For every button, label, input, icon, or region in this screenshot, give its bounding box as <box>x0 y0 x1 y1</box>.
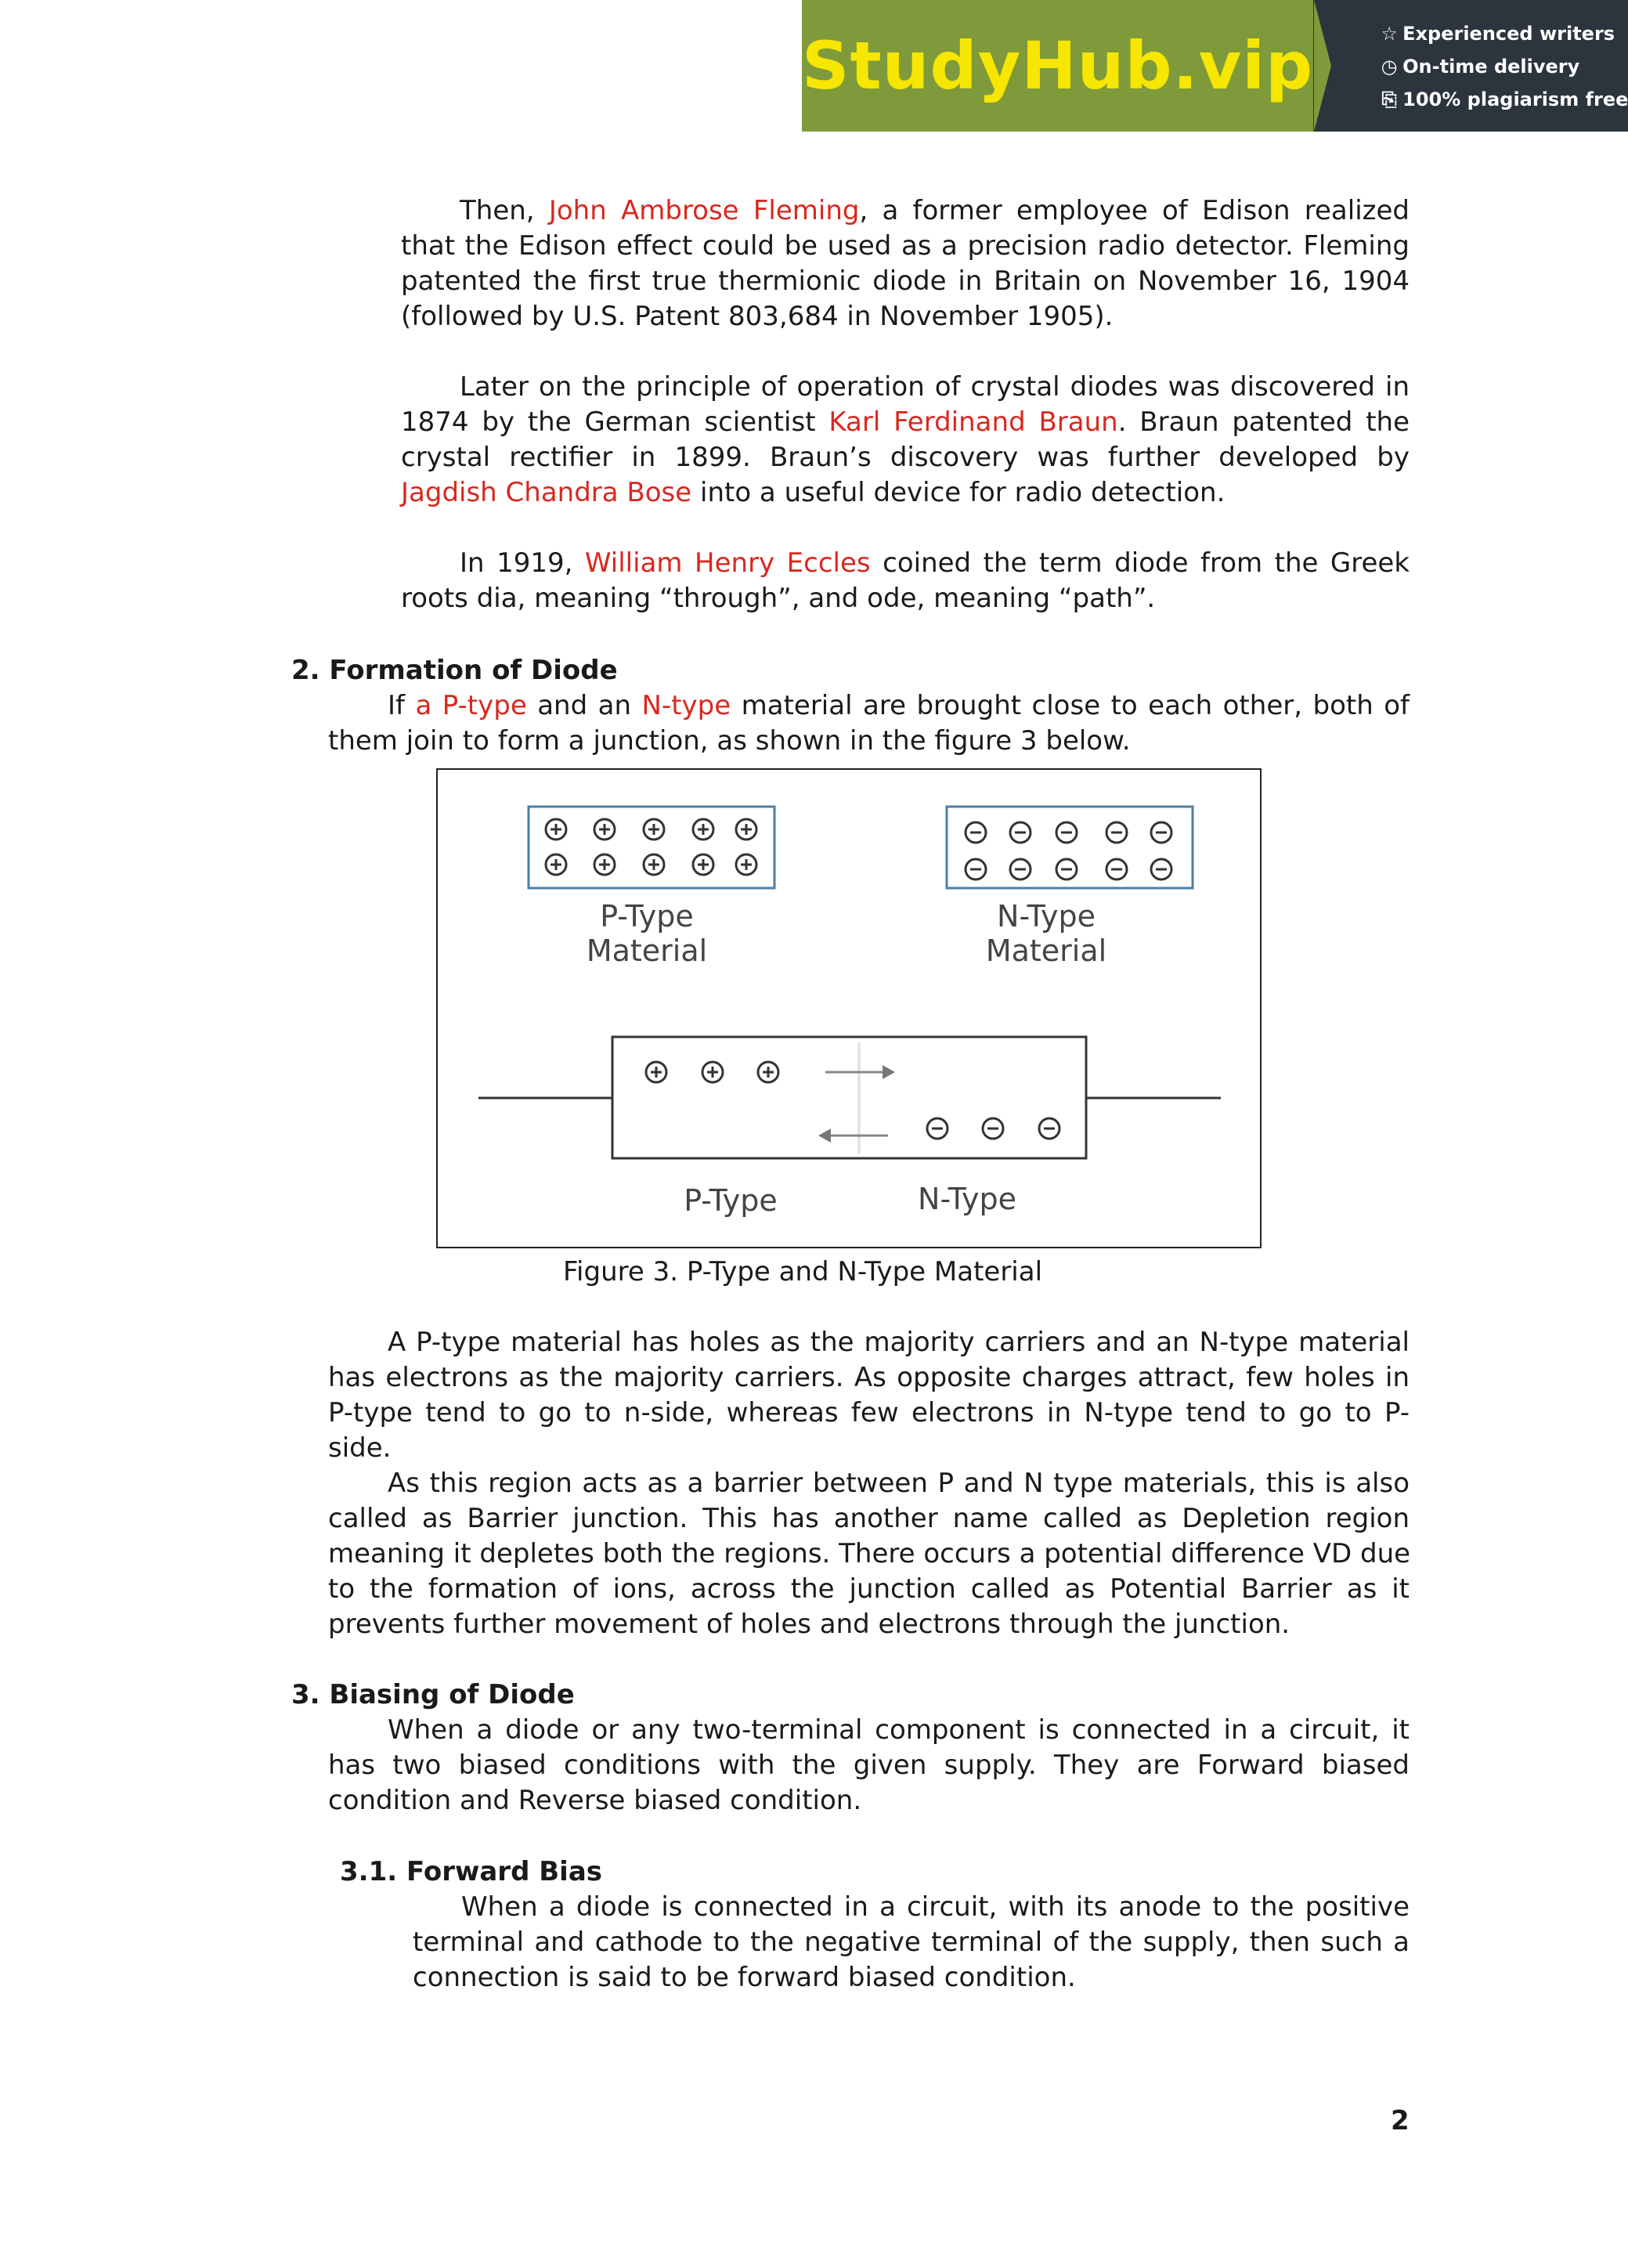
text-line: If a P-type and an N-type material are brought close to each other, both of <box>388 690 1410 721</box>
page-number: 2 <box>1391 2105 1410 2136</box>
feature-plagiarism-free: ⎘ 100% plagiarism free <box>1379 83 1628 116</box>
highlighted-name: Jagdish Chandra Bose <box>401 477 692 508</box>
text-line: has two biased conditions with the given supply. They are Forward biased <box>328 1750 1410 1781</box>
text-line: Jagdish Chandra Bose into a useful device for radio detection. <box>401 477 1226 508</box>
text-line: side. <box>328 1432 392 1464</box>
paragraph-braun <box>401 370 1410 511</box>
p-type-label: P-Type <box>600 899 694 934</box>
feature-on-time-delivery: ◷ On-time delivery <box>1379 50 1628 83</box>
section-heading-formation: 2. Formation of Diode <box>291 655 618 686</box>
text-line: prevents further movement of holes and electrons through the junction. <box>328 1609 1290 1640</box>
studyhub-logo[interactable]: StudyHub.vip <box>802 27 1314 104</box>
text-line: connection is said to be forward biased condition. <box>413 1962 1076 1993</box>
text-line: that the Edison effect could be used as a precision radio detector. Fleming <box>401 230 1410 262</box>
junction-body <box>612 1037 1086 1158</box>
text-line: Then, John Ambrose Fleming, a former employee of Edison realized <box>460 195 1410 226</box>
p-material-label: Material <box>586 934 708 968</box>
text-line: Later on the principle of operation of crystal diodes was discovered in <box>460 371 1410 403</box>
text-line: When a diode is connected in a circuit, with its anode to the positive <box>461 1891 1410 1923</box>
highlighted-name: Karl Ferdinand Braun <box>828 406 1118 438</box>
text-line: roots dia, meaning “through”, and ode, meaning “path”. <box>401 583 1156 614</box>
feature-experienced-writers: ☆ Experienced writers <box>1379 17 1628 50</box>
paragraph-forward-bias <box>413 1890 1410 1995</box>
section-heading-biasing: 3. Biasing of Diode <box>291 1679 575 1710</box>
highlighted-name: a P-type <box>415 690 527 721</box>
highlighted-name: John Ambrose Fleming <box>548 195 860 226</box>
text-line: has electrons as the majority carriers. As opposite charges attract, few holes in <box>328 1362 1410 1393</box>
logo-panel[interactable] <box>802 0 1313 132</box>
figure-p-n-material <box>436 768 1262 1248</box>
text-line: (followed by U.S. Patent 803,684 in November 1905). <box>401 301 1114 332</box>
n-material-label: Material <box>985 934 1107 968</box>
paragraph-barrier <box>328 1466 1410 1642</box>
text-line: meaning it depletes both the regions. There occurs a potential difference VD due <box>328 1538 1411 1569</box>
paragraph-fleming <box>401 193 1410 334</box>
text-line: In 1919, William Henry Eccles coined the term diode from the Greek <box>460 547 1410 579</box>
text-line: P-type tend to go to n-side, whereas few electrons in N-type tend to go to P- <box>328 1397 1410 1428</box>
paragraph-formation <box>328 688 1410 759</box>
document-check-icon: ⎘ <box>1381 88 1397 110</box>
n-type-label: N-Type <box>997 899 1096 934</box>
text-line: patented the first true thermionic diode in Britain on November 16, 1904 <box>401 265 1410 297</box>
text-line: them join to form a junction, as shown in the figure 3 below. <box>328 725 1131 757</box>
junction-n-label: N-Type <box>918 1182 1016 1216</box>
subsection-heading-forward-bias: 3.1. Forward Bias <box>340 1856 603 1887</box>
highlighted-name: N-type <box>641 690 731 721</box>
text-line: 1874 by the German scientist Karl Ferdinand Braun. Braun patented the <box>401 406 1410 438</box>
text-line: crystal rectifier in 1899. Braun’s discovery was further developed by <box>401 442 1410 473</box>
paragraph-biasing <box>328 1713 1410 1818</box>
figure-caption: Figure 3. P-Type and N-Type Material <box>562 1256 1043 1287</box>
p-n-diagram <box>438 770 1263 1250</box>
star-icon: ☆ <box>1381 23 1398 45</box>
banner-chevron <box>1314 0 1331 132</box>
text-line: When a diode or any two-terminal component is connected in a circuit, it <box>388 1714 1410 1746</box>
highlighted-name: William Henry Eccles <box>584 547 871 579</box>
paragraph-eccles <box>401 546 1410 616</box>
paragraph-majority-carriers <box>328 1325 1410 1466</box>
text-line: As this region acts as a barrier between P and N type materials, this is also <box>388 1468 1410 1499</box>
studyhub-banner[interactable] <box>802 0 1628 132</box>
feature-list <box>1313 0 1628 132</box>
junction-p-label: P-Type <box>684 1183 778 1218</box>
text-line: A P-type material has holes as the majority carriers and an N-type material <box>388 1327 1410 1358</box>
text-line: called as Barrier junction. This has another name called as Depletion region <box>328 1503 1410 1534</box>
text-line: condition and Reverse biased condition. <box>328 1785 862 1816</box>
clock-icon: ◷ <box>1381 56 1398 78</box>
text-line: terminal and cathode to the negative terminal of the supply, then such a <box>413 1927 1410 1958</box>
text-line: to the formation of ions, across the junction called as Potential Barrier as it <box>328 1573 1410 1605</box>
